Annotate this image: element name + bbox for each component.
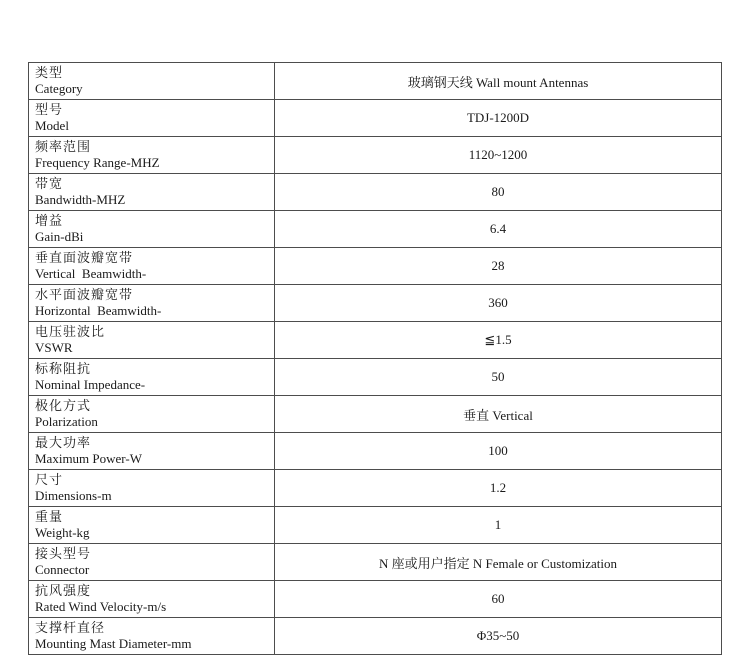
- spec-label-cell: [29, 100, 275, 137]
- spec-label-zh: 垂直面波瓣宽带: [35, 250, 134, 265]
- spec-value-cell: 60: [275, 581, 722, 618]
- spec-label-cell: [29, 285, 275, 322]
- spec-label-cell: [29, 63, 275, 100]
- spec-value-cell: 28: [275, 248, 722, 285]
- spec-label-en: VSWR: [35, 340, 73, 355]
- spec-value-cell: 360: [275, 285, 722, 322]
- table-row: [29, 618, 722, 655]
- antenna-spec-table-container: [28, 62, 722, 655]
- spec-label-zh: 尺寸: [35, 472, 64, 487]
- spec-label-zh: 类型: [35, 65, 64, 80]
- spec-value-cell: Φ35~50: [275, 618, 722, 655]
- table-row: [29, 322, 722, 359]
- table-row: [29, 248, 722, 285]
- spec-label-cell: [29, 544, 275, 581]
- spec-value-cell: 6.4: [275, 211, 722, 248]
- spec-label-zh: 型号: [35, 102, 64, 117]
- spec-value-cell: TDJ-1200D: [275, 100, 722, 137]
- table-row: [29, 211, 722, 248]
- spec-label-en: Horizontal Beamwidth-: [35, 303, 162, 318]
- spec-label-zh: 增益: [35, 213, 64, 228]
- spec-value-cell: 50: [275, 359, 722, 396]
- spec-label-en: Nominal Impedance-: [35, 377, 146, 392]
- spec-value-cell: ≦1.5: [275, 322, 722, 359]
- spec-value-cell: 玻璃钢天线 Wall mount Antennas: [275, 63, 722, 100]
- spec-label-en: Weight-kg: [35, 525, 90, 540]
- antenna-spec-table: [28, 62, 722, 655]
- spec-label-zh: 极化方式: [35, 398, 92, 413]
- table-row: [29, 470, 722, 507]
- spec-label-zh: 最大功率: [35, 435, 92, 450]
- spec-label-en: Polarization: [35, 414, 98, 429]
- spec-label-cell: [29, 248, 275, 285]
- table-row: [29, 507, 722, 544]
- spec-value-cell: 垂直 Vertical: [275, 396, 722, 433]
- spec-value-cell: 1120~1200: [275, 137, 722, 174]
- table-row: [29, 100, 722, 137]
- spec-label-zh: 水平面波瓣宽带: [35, 287, 134, 302]
- spec-label-zh: 标称阻抗: [35, 361, 92, 376]
- spec-label-zh: 电压驻波比: [35, 324, 106, 339]
- table-row: [29, 63, 722, 100]
- spec-label-cell: [29, 507, 275, 544]
- table-row: [29, 137, 722, 174]
- spec-label-en: Bandwidth-MHZ: [35, 192, 126, 207]
- table-row: [29, 174, 722, 211]
- table-row: [29, 581, 722, 618]
- table-row: [29, 396, 722, 433]
- spec-value-cell: 1: [275, 507, 722, 544]
- spec-label-cell: [29, 211, 275, 248]
- spec-label-en: Dimensions-m: [35, 488, 112, 503]
- spec-label-cell: [29, 581, 275, 618]
- spec-value-cell: N 座或用户指定 N Female or Customization: [275, 544, 722, 581]
- spec-value-cell: 80: [275, 174, 722, 211]
- spec-label-cell: [29, 618, 275, 655]
- spec-value-cell: 1.2: [275, 470, 722, 507]
- spec-label-en: Connector: [35, 562, 90, 577]
- spec-value-cell: 100: [275, 433, 722, 470]
- spec-label-en: Vertical Beamwidth-: [35, 266, 147, 281]
- spec-label-zh: 抗风强度: [35, 583, 92, 598]
- spec-label-cell: [29, 174, 275, 211]
- spec-label-zh: 频率范围: [35, 139, 92, 154]
- table-row: [29, 359, 722, 396]
- spec-label-cell: [29, 359, 275, 396]
- spec-label-cell: [29, 137, 275, 174]
- spec-label-en: Rated Wind Velocity-m/s: [35, 599, 167, 614]
- spec-label-cell: [29, 470, 275, 507]
- spec-label-zh: 支撑杆直径: [35, 620, 106, 635]
- spec-label-cell: [29, 322, 275, 359]
- spec-label-en: Mounting Mast Diameter-mm: [35, 636, 192, 651]
- spec-label-en: Gain-dBi: [35, 229, 84, 244]
- spec-label-en: Category: [35, 81, 83, 96]
- spec-label-cell: [29, 396, 275, 433]
- table-row: [29, 544, 722, 581]
- spec-label-en: Model: [35, 118, 69, 133]
- spec-label-en: Maximum Power-W: [35, 451, 142, 466]
- spec-label-en: Frequency Range-MHZ: [35, 155, 160, 170]
- spec-label-cell: [29, 433, 275, 470]
- spec-label-zh: 带宽: [35, 176, 64, 191]
- spec-label-zh: 重量: [35, 509, 64, 524]
- table-row: [29, 433, 722, 470]
- spec-label-zh: 接头型号: [35, 546, 92, 561]
- table-row: [29, 285, 722, 322]
